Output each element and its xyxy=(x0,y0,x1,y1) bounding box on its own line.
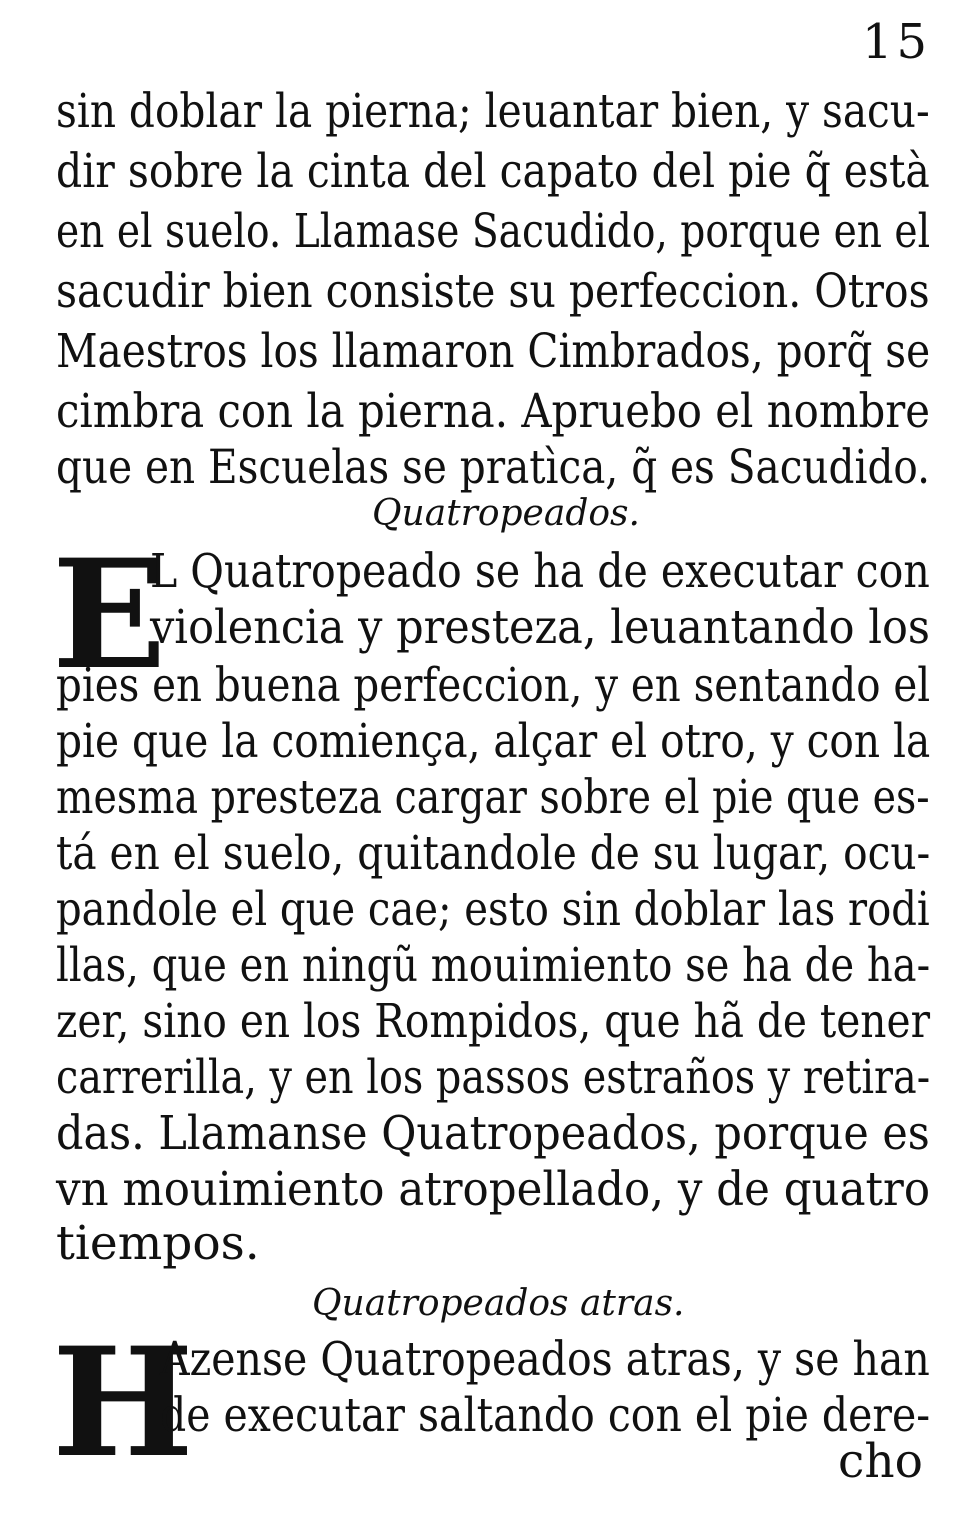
page-number: 15 xyxy=(862,14,932,70)
text-line: Maestros los llamaron Cimbrados, porq̃ se xyxy=(56,324,931,379)
text-line: cimbra con la pierna. Apruebo el nombre xyxy=(56,384,931,439)
drop-cap: E xyxy=(52,527,167,703)
text-line: das. Llamanse Quatropeados, porque es xyxy=(56,1106,930,1161)
text-line: carrerilla, y en los passos estraños y retira- xyxy=(56,1050,931,1105)
text-line: de executar saltando con el pie dere- xyxy=(160,1388,931,1443)
catchword: cho xyxy=(838,1434,923,1489)
text-line: pie que la comiença, alçar el otro, y con la xyxy=(56,714,931,769)
text-line: violencia y presteza, leuantando los xyxy=(150,600,931,655)
text-line: vn mouimiento atropellado, y de quatro xyxy=(56,1162,931,1217)
text-line: dir sobre la cinta del capato del pie q̃ està xyxy=(56,144,930,199)
text-line: L Quatropeado se ha de executar con xyxy=(150,544,930,599)
text-line: llas, que en ningũ mouimiento se ha de ha- xyxy=(56,938,931,993)
section-heading-quatropeados-atras: Quatropeados atras. xyxy=(312,1283,685,1324)
text-line: pandole el que cae; esto sin doblar las rodi xyxy=(56,882,930,937)
text-line: tá en el suelo, quitandole de su lugar, ocu- xyxy=(56,826,931,881)
text-line: mesma presteza cargar sobre el pie que es- xyxy=(56,770,930,825)
drop-cap: H xyxy=(52,1315,194,1491)
text-line: sin doblar la pierna; leuantar bien, y sacu- xyxy=(56,84,930,139)
text-line: zer, sino en los Rompidos, que hã de tener xyxy=(56,994,931,1049)
section-heading-quatropeados: Quatropeados. xyxy=(372,493,640,534)
text-line: que en Escuelas se pratìca, q̃ es Sacudido. xyxy=(56,440,931,495)
text-line: Azense Quatropeados atras, y se han xyxy=(160,1332,930,1387)
text-line: pies en buena perfeccion, y en sentando el xyxy=(56,658,931,713)
text-line: sacudir bien consiste su perfeccion. Otros xyxy=(56,264,930,319)
text-line: tiempos. xyxy=(56,1216,260,1271)
text-line: en el suelo. Llamase Sacudido, porque en el xyxy=(56,204,931,259)
